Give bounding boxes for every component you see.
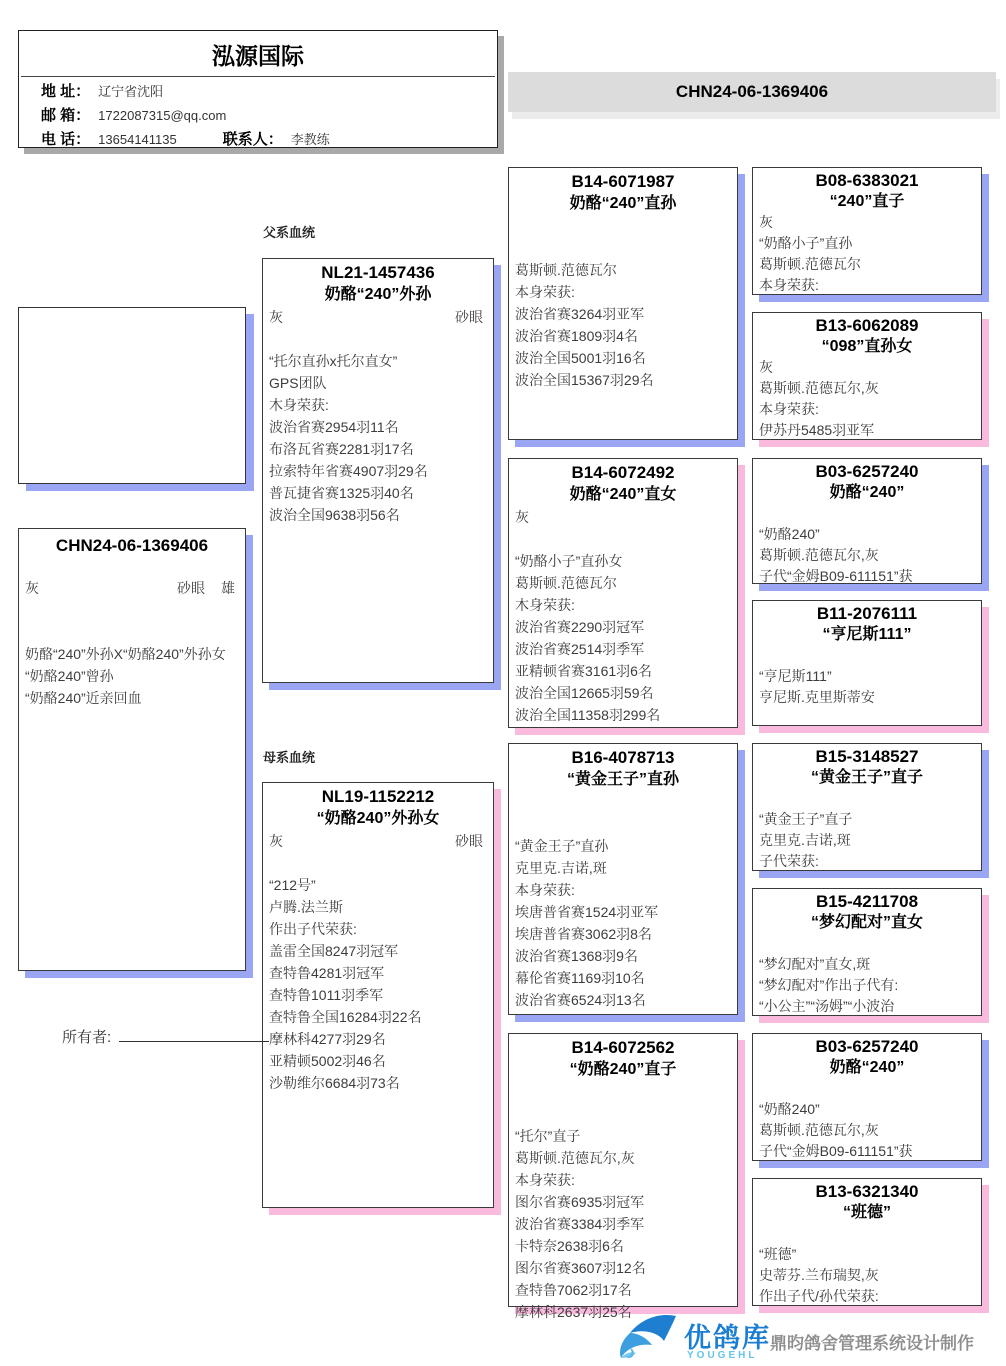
ggp1-details: [753, 212, 981, 296]
paternal-line-label: 父系血统: [263, 225, 316, 240]
detail-line: 灰: [759, 214, 773, 230]
detail-line: “亨尼斯111”: [759, 668, 832, 684]
detail-line: 图尔省赛6935羽冠军: [515, 1194, 645, 1210]
gp3-details: [509, 791, 737, 1011]
ggp1-ring: B08-6383021: [815, 171, 919, 190]
detail-line: 史蒂芬.兰布瑞契,灰: [759, 1267, 879, 1283]
ggp7-details: [753, 1078, 981, 1162]
ggp4-ring: B11-2076111: [816, 604, 918, 623]
detail-line: 幕伦省赛1169羽10名: [515, 970, 645, 986]
great-grandparent-box-4: [752, 600, 982, 726]
ggp3-ring: B03-6257240: [815, 462, 919, 481]
great-grandparent-box-5: [752, 743, 982, 871]
grandparent-box-3: [508, 743, 738, 1015]
address-value: 辽宁省沈阳: [98, 84, 164, 99]
gp4-details: [509, 1081, 737, 1323]
detail-line: 亨尼斯.克里斯蒂安: [759, 689, 875, 705]
main-bird-eye: 砂眼: [177, 580, 205, 596]
owner-label: 所有者:: [62, 1029, 112, 1046]
detail-line: [25, 599, 241, 621]
owner-blank-line: [119, 1027, 269, 1042]
mother-eye: 砂眼: [455, 833, 483, 849]
detail-line: 作出子代/孙代荣获:: [759, 1288, 879, 1304]
ring-banner: CHN24-06-1369406: [508, 72, 996, 112]
detail-line: [759, 645, 977, 666]
detail-line: 亚精顿省赛3161羽6名: [515, 663, 652, 679]
detail-line: [759, 788, 977, 809]
detail-line: 葛斯顿.范德瓦尔,灰: [515, 1150, 635, 1166]
detail-line: 波治全国5001羽16名: [515, 350, 646, 366]
mother-color-row: [263, 830, 493, 852]
detail-line: “梦幻配对”直女,斑: [759, 956, 871, 972]
detail-line: 沙勒维尔6684羽73名: [269, 1075, 400, 1091]
ggp8-name: “班德”: [842, 1204, 891, 1221]
detail-line: 波治省赛3264羽亚军: [515, 306, 645, 322]
ggp5-details: [753, 788, 981, 872]
maternal-line-label: 母系血统: [263, 750, 316, 765]
father-color-row: [263, 306, 493, 328]
detail-line: 波治省赛3384羽季军: [515, 1216, 645, 1232]
father-eye: 砂眼: [455, 309, 483, 325]
detail-line: 本身荣获:: [759, 277, 819, 293]
phone-row: [19, 125, 497, 149]
contact-label: 联系人：: [222, 131, 283, 148]
detail-line: 波治全国9638羽56名: [269, 507, 400, 523]
detail-line: 图尔省赛3607羽12名: [515, 1260, 646, 1276]
grandparent-box-2: [508, 458, 738, 728]
father-details: [263, 328, 493, 526]
detail-line: 奶酪“240”外孙X“奶酪240”外孙女: [25, 646, 226, 662]
gp4-name: “奶酪240”直子: [569, 1061, 677, 1078]
detail-line: 波治省赛2290羽冠军: [515, 619, 645, 635]
main-bird-box: [18, 528, 246, 971]
detail-line: 查特鲁全国16284羽22名: [269, 1009, 422, 1025]
detail-line: [515, 528, 733, 550]
detail-line: [25, 621, 241, 643]
ggp2-ring: B13-6062089: [815, 316, 919, 335]
ggp3-details: [753, 503, 981, 587]
ggp5-name: “黄金王子”直子: [810, 769, 923, 786]
logo-name: 优鸽库: [684, 1323, 771, 1353]
detail-line: 卡特奈2638羽6名: [515, 1238, 624, 1254]
detail-line: “奶酪240”: [759, 526, 820, 542]
mother-details: [263, 852, 493, 1094]
detail-line: 木身荣获:: [515, 597, 575, 613]
detail-line: 灰: [759, 359, 773, 375]
detail-line: 波治全国12665羽59名: [515, 685, 654, 701]
detail-line: 摩林科4277羽29名: [269, 1031, 386, 1047]
detail-line: 波治全国15367羽29名: [515, 372, 654, 388]
father-color: 灰: [269, 309, 283, 325]
detail-line: 埃唐普省赛3062羽8名: [515, 926, 652, 942]
address-row: [19, 77, 497, 101]
logo-tagline: 鼎昀鸽舍管理系统设计制作: [770, 1334, 974, 1353]
detail-line: 本身荣获:: [759, 401, 819, 417]
ggp6-name: “梦幻配对”直女: [810, 914, 923, 931]
detail-line: “奶酪小子”直孙女: [515, 553, 623, 569]
great-grandparent-box-6: [752, 888, 982, 1016]
detail-line: “黄金王子”直子: [759, 811, 853, 827]
detail-line: 亚精顿5002羽46名: [269, 1053, 386, 1069]
phone-value: 13654141135: [98, 132, 177, 147]
detail-line: 波治省赛6524羽13名: [515, 992, 646, 1008]
ggp6-details: [753, 933, 981, 1017]
ggp7-ring: B03-6257240: [815, 1037, 919, 1056]
company-name: 泓源国际: [212, 43, 304, 69]
detail-line: 波治省赛2514羽季军: [515, 641, 645, 657]
phone-label: 电 话：: [41, 131, 91, 148]
detail-line: 埃唐普省赛1524羽亚军: [515, 904, 659, 920]
father-name: 奶酪“240”外孙: [324, 286, 432, 303]
detail-line: [515, 215, 733, 237]
detail-line: [515, 813, 733, 835]
detail-line: 灰: [515, 509, 529, 525]
mother-ring: NL19-1152212: [321, 787, 435, 806]
father-ring: NL21-1457436: [321, 263, 435, 282]
detail-line: 本身荣获:: [515, 1172, 575, 1188]
great-grandparent-box-3: [752, 458, 982, 584]
ggp7-name: 奶酪“240”: [829, 1059, 905, 1076]
detail-line: 克里克.吉诺,斑: [515, 860, 607, 876]
main-bird-color: 灰: [25, 580, 39, 596]
ggp4-details: [753, 645, 981, 708]
detail-line: 本身荣获:: [515, 284, 575, 300]
gp2-name: 奶酪“240”直女: [569, 486, 677, 503]
gp3-ring: B16-4078713: [571, 748, 675, 767]
detail-line: “奶酪240”: [759, 1101, 820, 1117]
gp4-ring: B14-6072562: [571, 1038, 675, 1057]
ggp8-details: [753, 1223, 981, 1307]
detail-line: 葛斯顿.范德瓦尔,灰: [759, 1122, 879, 1138]
email-label: 邮 箱：: [41, 107, 91, 124]
detail-line: [515, 1103, 733, 1125]
mother-color: 灰: [269, 833, 283, 849]
detail-line: 查特鲁7062羽17名: [515, 1282, 632, 1298]
detail-line: 克里克.吉诺,斑: [759, 832, 851, 848]
detail-line: 盖雷全国8247羽冠军: [269, 943, 399, 959]
grandparent-box-1: [508, 167, 738, 440]
detail-line: “小公主”“汤姆”“小波治: [759, 998, 895, 1014]
photo-placeholder: [18, 307, 246, 484]
detail-line: 子代“金姆B09-611151”获: [759, 568, 913, 584]
detail-line: “奶酪240”曾孙: [25, 668, 114, 684]
detail-line: “黄金王子”直孙: [515, 838, 609, 854]
detail-line: 摩林科2637羽25名: [515, 1304, 632, 1320]
detail-line: 葛斯顿.范德瓦尔: [759, 256, 861, 272]
detail-line: 波治省赛1368羽9名: [515, 948, 638, 964]
detail-line: [515, 1081, 733, 1103]
main-bird-color-row: [19, 577, 245, 599]
detail-line: [759, 1223, 977, 1244]
gp1-name: 奶酪“240”直孙: [569, 195, 677, 212]
detail-line: 查特鲁4281羽冠军: [269, 965, 385, 981]
detail-line: “托尔直孙x托尔直女”: [269, 353, 398, 369]
detail-line: 波治全国11358羽299名: [515, 707, 661, 723]
detail-line: “奶酪240”近亲回血: [25, 690, 142, 706]
ggp4-name: “亨尼斯111”: [822, 626, 912, 643]
detail-line: [515, 237, 733, 259]
ggp3-name: 奶酪“240”: [829, 484, 905, 501]
detail-line: “班德”: [759, 1246, 797, 1262]
detail-line: “奶酪小子”直孙: [759, 235, 853, 251]
detail-line: [759, 933, 977, 954]
ggp2-details: [753, 357, 981, 441]
detail-line: 葛斯顿.范德瓦尔,灰: [759, 380, 879, 396]
great-grandparent-box-1: [752, 167, 982, 295]
contact-value: 李教练: [290, 132, 330, 147]
detail-line: “托尔”直子: [515, 1128, 581, 1144]
detail-line: [759, 503, 977, 524]
detail-line: [759, 1078, 977, 1099]
gp1-details: [509, 215, 737, 391]
detail-line: 布洛瓦省赛2281羽17名: [269, 441, 414, 457]
main-bird-sex: 雄: [221, 580, 235, 596]
mother-box: [262, 782, 494, 1208]
detail-line: 拉索特年省赛4907羽29名: [269, 463, 428, 479]
detail-line: 葛斯顿.范德瓦尔: [515, 262, 617, 278]
detail-line: 葛斯顿.范德瓦尔: [515, 575, 617, 591]
detail-line: 查特鲁1011羽季军: [269, 987, 384, 1003]
detail-line: 子代“金姆B09-611151”获: [759, 1143, 913, 1159]
grandparent-box-4: [508, 1033, 738, 1320]
email-row: [19, 101, 497, 125]
gp2-ring: B14-6072492: [571, 463, 675, 482]
ggp5-ring: B15-3148527: [815, 747, 919, 766]
detail-line: “212号”: [269, 877, 316, 893]
father-box: [262, 258, 494, 683]
logo-subtitle: YOUGEHL: [687, 1350, 758, 1361]
detail-line: 葛斯顿.范德瓦尔,灰: [759, 547, 879, 563]
gp1-ring: B14-6071987: [571, 172, 675, 191]
ggp8-ring: B13-6321340: [815, 1182, 919, 1201]
ggp2-name: “098”直孙女: [821, 338, 913, 355]
ggp6-ring: B15-4211708: [815, 892, 919, 911]
detail-line: 波治省赛2954羽11名: [269, 419, 399, 435]
owner-line: [62, 1026, 269, 1047]
detail-line: 作出子代荣获:: [269, 921, 357, 937]
great-grandparent-box-2: [752, 312, 982, 440]
mother-name: “奶酪240”外孙女: [316, 810, 440, 827]
detail-line: “梦幻配对”作出子代有:: [759, 977, 899, 993]
detail-line: 子代荣获:: [759, 853, 819, 869]
ggp1-name: “240”直子: [829, 193, 905, 210]
great-grandparent-box-7: [752, 1033, 982, 1161]
detail-line: 波治省赛1809羽4名: [515, 328, 638, 344]
address-label: 地 址：: [41, 83, 91, 100]
detail-line: 木身荣获:: [269, 397, 329, 413]
header-box: [18, 30, 498, 148]
detail-line: [515, 791, 733, 813]
main-bird-details: [19, 599, 245, 709]
detail-line: 卢腾.法兰斯: [269, 899, 343, 915]
detail-line: [269, 328, 489, 350]
detail-line: 普瓦捷省赛1325羽40名: [269, 485, 414, 501]
detail-line: GPS团队: [269, 375, 327, 391]
pigeon-logo-icon: [616, 1312, 678, 1366]
main-bird-ring: CHN24-06-1369406: [55, 536, 209, 555]
gp3-name: “黄金王子”直孙: [566, 771, 679, 788]
gp2-details: [509, 506, 737, 726]
great-grandparent-box-8: [752, 1178, 982, 1306]
detail-line: 本身荣获:: [515, 882, 575, 898]
detail-line: 伊苏丹5485羽亚军: [759, 422, 875, 438]
email-value: 1722087315@qq.com: [98, 108, 227, 123]
detail-line: [269, 852, 489, 874]
